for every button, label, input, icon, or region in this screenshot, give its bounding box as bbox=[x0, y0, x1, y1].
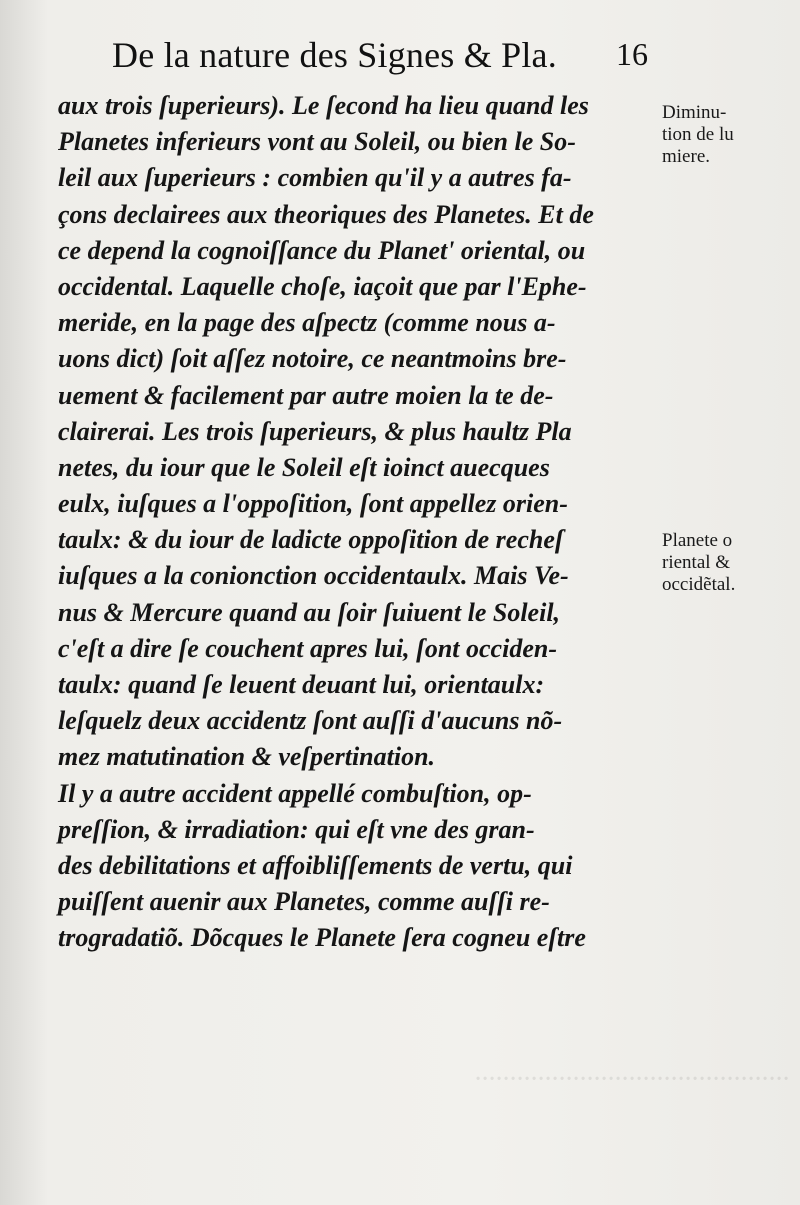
margin-note-line: tion de lu bbox=[662, 124, 734, 145]
margin-note-line: Diminu- bbox=[662, 102, 727, 123]
text-line: leil aux ſuperieurs : combien qu'il y a autres fa- bbox=[58, 163, 572, 193]
text-line: occidental. Laquelle choſe, iaçoit que par l'Ephe- bbox=[58, 271, 587, 301]
text-line: preſſion, & irradiation: qui eſt vne des gran- bbox=[58, 814, 535, 844]
margin-note-line: miere. bbox=[662, 146, 711, 167]
text-line: c'eſt a dire ſe couchent apres lui, ſont occiden- bbox=[58, 633, 557, 663]
running-header bbox=[112, 28, 672, 78]
text-line: uons dict) ſoit aſſez notoire, ce neantmoins bre- bbox=[58, 344, 567, 374]
text-line: Il y a autre accident appellé combuſtion, op- bbox=[58, 778, 532, 808]
text-line: iuſques a la conionction occidentaulx. Mais Ve- bbox=[58, 561, 569, 591]
margin-note-line: riental & bbox=[662, 552, 731, 573]
text-line: nus & Mercure quand au ſoir ſuiuent le Soleil, bbox=[58, 597, 561, 627]
page-number: 16 bbox=[616, 36, 648, 72]
text-line: çons declairees aux theoriques des Planetes. Et de bbox=[58, 199, 594, 229]
text-line: aux trois ſuperieurs). Le ſecond ha lieu quand les bbox=[58, 91, 589, 120]
margin-note-diminution bbox=[662, 102, 782, 168]
text-line: clairerai. Les trois ſuperieurs, & plus haultz Pla bbox=[58, 416, 572, 446]
text-line: puiſſent auenir aux Planetes, comme auſſi re- bbox=[58, 887, 550, 917]
body-text bbox=[58, 88, 650, 957]
text-line: trogradatiõ. Dõcques le Planete ſera cogneu eſtre bbox=[58, 923, 586, 953]
text-line: taulx: & du iour de ladicte oppoſition de recheſ bbox=[58, 525, 564, 555]
text-line: mez matutination & veſpertination. bbox=[58, 742, 436, 772]
margin-note-planete-oriental bbox=[662, 530, 782, 596]
text-line: ce depend la cognoiſſance du Planet' oriental, ou bbox=[58, 235, 586, 265]
running-title: De la nature des Signes & Pla. bbox=[112, 35, 557, 75]
margin-note-line: occidẽtal. bbox=[662, 574, 736, 595]
margin-note-line: Planete o bbox=[662, 530, 733, 551]
text-line: meride, en la page des aſpectz (comme nous a- bbox=[58, 308, 556, 338]
text-line: leſquelz deux accidentz ſont auſſi d'aucuns nõ- bbox=[58, 706, 563, 736]
text-line: Planetes inferieurs vont au Soleil, ou bien le So- bbox=[58, 127, 576, 157]
text-line: taulx: quand ſe leuent deuant lui, orientaulx: bbox=[58, 670, 545, 699]
text-line: uement & facilement par autre moien la te de- bbox=[58, 380, 554, 410]
text-line: des debilitations et affoibliſſements de vertu, qui bbox=[58, 850, 573, 880]
text-line: netes, du iour que le Soleil eſt ioinct auecques bbox=[58, 452, 550, 482]
show-through-text: ············································· bbox=[475, 1064, 790, 1095]
text-line: eulx, iuſques a l'oppoſition, ſont appellez orien- bbox=[58, 489, 568, 519]
